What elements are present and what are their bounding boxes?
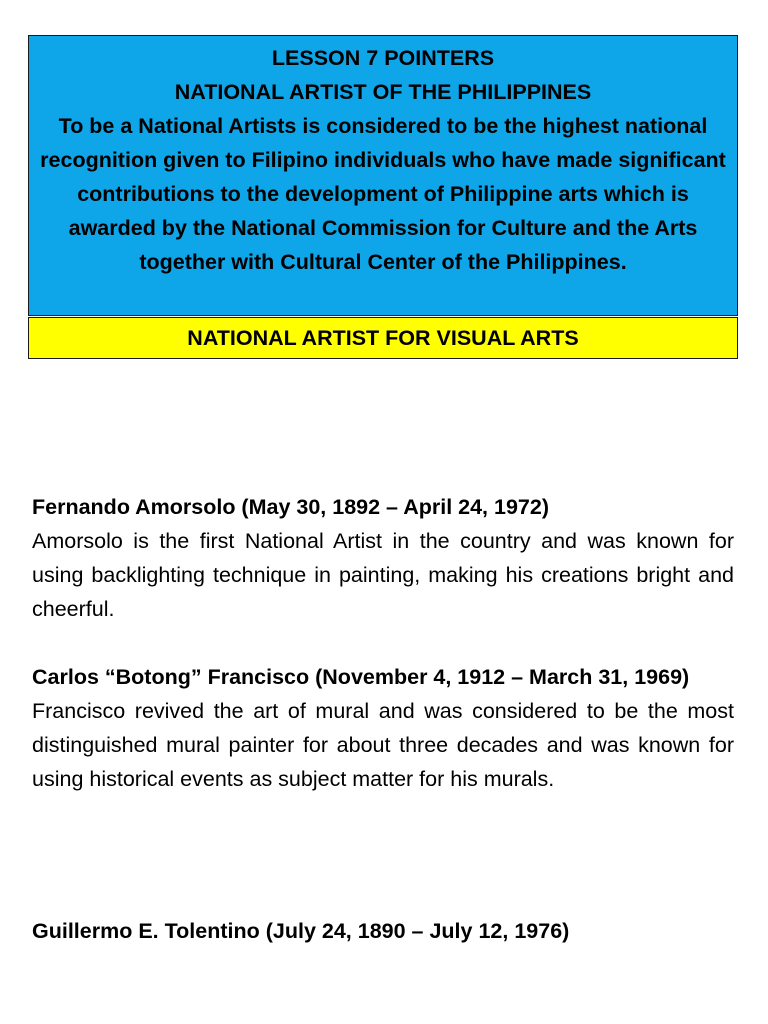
artist-name: Fernando Amorsolo (May 30, 1892 – April 24, 1972) (32, 495, 549, 519)
artist-entry (32, 914, 734, 948)
artist-description: Francisco revived the art of mural and was considered to be the most distinguished mural painter for about three decades and was known for using historical events as subject matter for his murals. (32, 699, 734, 791)
category-label: NATIONAL ARTIST FOR VISUAL ARTS (187, 326, 579, 350)
lesson-title: LESSON 7 POINTERS (271, 46, 495, 70)
topic-title: NATIONAL ARTIST OF THE PHILIPPINES (174, 80, 592, 104)
artist-entry (32, 490, 734, 626)
artist-entry (32, 660, 734, 796)
lesson-header-box (28, 35, 738, 316)
artist-name: Carlos “Botong” Francisco (November 4, 1912 – March 31, 1969) (32, 665, 690, 689)
artist-list (32, 490, 734, 948)
topic-description: To be a National Artists is considered to be the highest national recognition given to Filipino individuals who have made significant contributions to the development of Philippine arts which is awarded by the National Commission for Culture and the Arts together with Cultural Center of the Philippines. (40, 114, 726, 274)
artist-name: Guillermo E. Tolentino (July 24, 1890 – July 12, 1976) (32, 919, 570, 943)
category-banner (28, 317, 738, 359)
artist-description: Amorsolo is the first National Artist in the country and was known for using backlighting technique in painting, making his creations bright and cheerful. (32, 529, 734, 621)
